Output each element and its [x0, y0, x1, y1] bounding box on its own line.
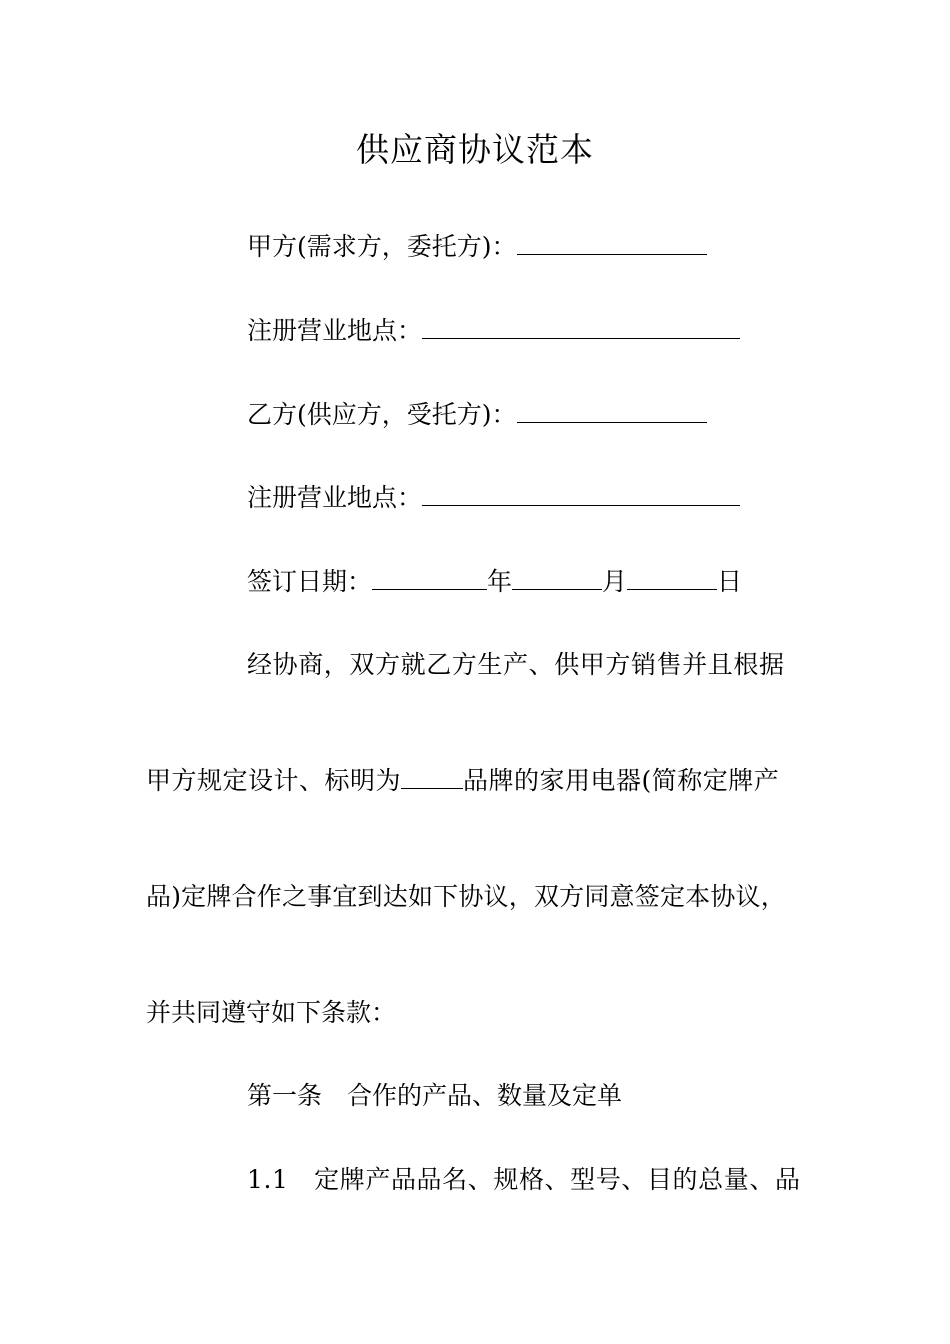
clause-1-1: 1.1 定牌产品品名、规格、型号、目的总量、品 — [247, 1165, 801, 1194]
address-a-line — [247, 316, 740, 346]
intro-line-2 — [146, 766, 779, 796]
date-line — [247, 567, 742, 597]
date-month-label: 月 — [602, 567, 628, 596]
party-b-blank — [517, 400, 707, 423]
date-day-blank — [627, 567, 717, 590]
date-year-label: 年 — [487, 567, 513, 596]
intro-line-4: 并共同遵守如下条款： — [146, 998, 397, 1027]
date-label: 签订日期： — [247, 567, 373, 596]
party-a-label: 甲方(需求方，委托方)： — [247, 232, 517, 261]
address-b-blank — [422, 483, 740, 506]
address-b-line — [247, 483, 740, 513]
article-1-heading: 第一条 合作的产品、数量及定单 — [247, 1081, 623, 1110]
address-a-blank — [422, 316, 740, 339]
address-a-label: 注册营业地点： — [247, 316, 423, 345]
party-a-blank — [517, 232, 707, 255]
address-b-label: 注册营业地点： — [247, 483, 423, 512]
date-year-blank — [372, 567, 487, 590]
party-b-label: 乙方(供应方，受托方)： — [247, 400, 517, 429]
date-day-label: 日 — [717, 567, 743, 596]
brand-blank — [401, 766, 463, 789]
intro-line-1: 经协商，双方就乙方生产、供甲方销售并且根据 — [247, 650, 785, 679]
intro-line-2-start: 甲方规定设计、标明为 — [146, 766, 402, 795]
intro-line-2-end: 品牌的家用电器(简称定牌产 — [463, 766, 780, 795]
intro-line-3: 品)定牌合作之事宜到达如下协议，双方同意签定本协议， — [146, 882, 786, 911]
party-a-line — [247, 232, 707, 262]
date-month-blank — [512, 567, 602, 590]
document-title: 供应商协议范本 — [356, 130, 594, 169]
party-b-line — [247, 400, 707, 430]
